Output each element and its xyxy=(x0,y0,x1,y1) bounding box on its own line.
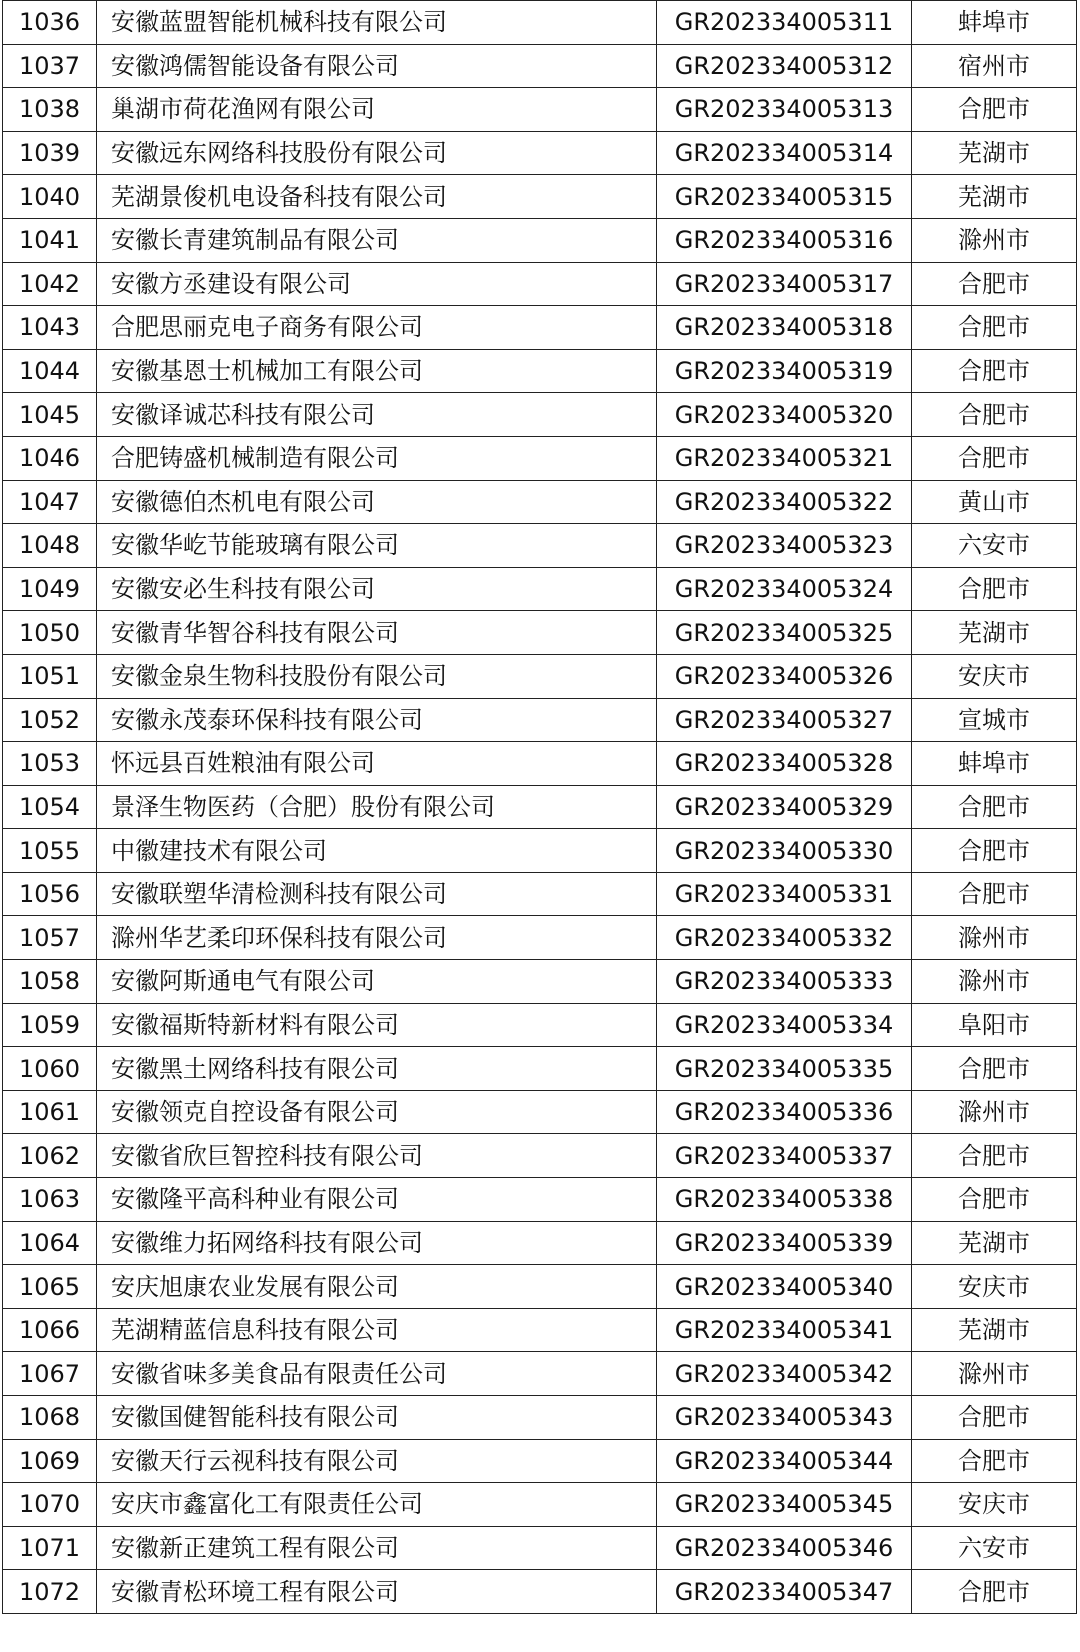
city-cell: 芜湖市 xyxy=(912,175,1077,219)
row-number-cell: 1045 xyxy=(3,393,97,437)
company-name-cell: 安徽蓝盟智能机械科技有限公司 xyxy=(97,1,657,45)
row-number-cell: 1068 xyxy=(3,1396,97,1440)
company-name-cell: 安徽安必生科技有限公司 xyxy=(97,567,657,611)
city-cell: 合肥市 xyxy=(912,1570,1077,1614)
company-name-cell: 芜湖景俊机电设备科技有限公司 xyxy=(97,175,657,219)
table-row xyxy=(3,916,1077,960)
table-row xyxy=(3,611,1077,655)
city-cell: 合肥市 xyxy=(912,1396,1077,1440)
table-row xyxy=(3,1047,1077,1091)
city-cell: 合肥市 xyxy=(912,349,1077,393)
row-number-cell: 1036 xyxy=(3,1,97,45)
row-number-cell: 1067 xyxy=(3,1352,97,1396)
certificate-number-cell: GR202334005340 xyxy=(657,1265,912,1309)
city-cell: 滁州市 xyxy=(912,1090,1077,1134)
company-name-cell: 安徽黑土网络科技有限公司 xyxy=(97,1047,657,1091)
table-row xyxy=(3,1439,1077,1483)
city-cell: 安庆市 xyxy=(912,654,1077,698)
certificate-number-cell: GR202334005317 xyxy=(657,262,912,306)
company-name-cell: 安徽基恩士机械加工有限公司 xyxy=(97,349,657,393)
row-number-cell: 1063 xyxy=(3,1178,97,1222)
certificate-number-cell: GR202334005320 xyxy=(657,393,912,437)
table-row xyxy=(3,436,1077,480)
certificate-number-cell: GR202334005342 xyxy=(657,1352,912,1396)
row-number-cell: 1051 xyxy=(3,654,97,698)
certificate-number-cell: GR202334005326 xyxy=(657,654,912,698)
table-row xyxy=(3,175,1077,219)
row-number-cell: 1039 xyxy=(3,131,97,175)
company-name-cell: 景泽生物医药（合肥）股份有限公司 xyxy=(97,785,657,829)
certificate-number-cell: GR202334005311 xyxy=(657,1,912,45)
company-name-cell: 安徽译诚芯科技有限公司 xyxy=(97,393,657,437)
table-body xyxy=(3,1,1077,1614)
row-number-cell: 1038 xyxy=(3,88,97,132)
table-row xyxy=(3,218,1077,262)
table-row xyxy=(3,88,1077,132)
table-row xyxy=(3,1483,1077,1527)
table-row xyxy=(3,960,1077,1004)
table-row xyxy=(3,1003,1077,1047)
row-number-cell: 1041 xyxy=(3,218,97,262)
table-row xyxy=(3,1265,1077,1309)
company-name-cell: 安徽国健智能科技有限公司 xyxy=(97,1396,657,1440)
city-cell: 滁州市 xyxy=(912,1352,1077,1396)
table-row xyxy=(3,306,1077,350)
city-cell: 芜湖市 xyxy=(912,131,1077,175)
city-cell: 芜湖市 xyxy=(912,1221,1077,1265)
city-cell: 合肥市 xyxy=(912,1134,1077,1178)
company-name-cell: 安徽省欣巨智控科技有限公司 xyxy=(97,1134,657,1178)
company-name-cell: 芜湖精蓝信息科技有限公司 xyxy=(97,1308,657,1352)
row-number-cell: 1064 xyxy=(3,1221,97,1265)
table-row xyxy=(3,480,1077,524)
table-row xyxy=(3,698,1077,742)
city-cell: 黄山市 xyxy=(912,480,1077,524)
city-cell: 滁州市 xyxy=(912,916,1077,960)
city-cell: 芜湖市 xyxy=(912,611,1077,655)
company-name-cell: 安徽德伯杰机电有限公司 xyxy=(97,480,657,524)
row-number-cell: 1054 xyxy=(3,785,97,829)
row-number-cell: 1059 xyxy=(3,1003,97,1047)
certificate-number-cell: GR202334005343 xyxy=(657,1396,912,1440)
company-name-cell: 中徽建技术有限公司 xyxy=(97,829,657,873)
row-number-cell: 1057 xyxy=(3,916,97,960)
city-cell: 阜阳市 xyxy=(912,1003,1077,1047)
company-table xyxy=(2,0,1077,1614)
city-cell: 安庆市 xyxy=(912,1265,1077,1309)
city-cell: 宿州市 xyxy=(912,44,1077,88)
row-number-cell: 1055 xyxy=(3,829,97,873)
certificate-number-cell: GR202334005335 xyxy=(657,1047,912,1091)
certificate-number-cell: GR202334005344 xyxy=(657,1439,912,1483)
certificate-number-cell: GR202334005328 xyxy=(657,742,912,786)
certificate-number-cell: GR202334005336 xyxy=(657,1090,912,1134)
row-number-cell: 1048 xyxy=(3,524,97,568)
row-number-cell: 1050 xyxy=(3,611,97,655)
company-name-cell: 滁州华艺柔印环保科技有限公司 xyxy=(97,916,657,960)
company-name-cell: 安徽青华智谷科技有限公司 xyxy=(97,611,657,655)
company-name-cell: 安徽天行云视科技有限公司 xyxy=(97,1439,657,1483)
row-number-cell: 1071 xyxy=(3,1526,97,1570)
certificate-number-cell: GR202334005327 xyxy=(657,698,912,742)
company-name-cell: 安徽华屹节能玻璃有限公司 xyxy=(97,524,657,568)
company-name-cell: 安徽新正建筑工程有限公司 xyxy=(97,1526,657,1570)
certificate-number-cell: GR202334005324 xyxy=(657,567,912,611)
row-number-cell: 1062 xyxy=(3,1134,97,1178)
row-number-cell: 1049 xyxy=(3,567,97,611)
certificate-number-cell: GR202334005321 xyxy=(657,436,912,480)
table-row xyxy=(3,654,1077,698)
certificate-number-cell: GR202334005341 xyxy=(657,1308,912,1352)
certificate-number-cell: GR202334005334 xyxy=(657,1003,912,1047)
city-cell: 合肥市 xyxy=(912,829,1077,873)
row-number-cell: 1037 xyxy=(3,44,97,88)
table-row xyxy=(3,1134,1077,1178)
company-name-cell: 合肥铸盛机械制造有限公司 xyxy=(97,436,657,480)
city-cell: 六安市 xyxy=(912,1526,1077,1570)
row-number-cell: 1043 xyxy=(3,306,97,350)
company-name-cell: 安徽阿斯通电气有限公司 xyxy=(97,960,657,1004)
table-row xyxy=(3,1570,1077,1614)
certificate-number-cell: GR202334005338 xyxy=(657,1178,912,1222)
row-number-cell: 1046 xyxy=(3,436,97,480)
company-name-cell: 安徽长青建筑制品有限公司 xyxy=(97,218,657,262)
certificate-number-cell: GR202334005333 xyxy=(657,960,912,1004)
table-row xyxy=(3,785,1077,829)
company-name-cell: 安徽永茂泰环保科技有限公司 xyxy=(97,698,657,742)
table-row xyxy=(3,1090,1077,1134)
table-row xyxy=(3,1178,1077,1222)
city-cell: 宣城市 xyxy=(912,698,1077,742)
row-number-cell: 1058 xyxy=(3,960,97,1004)
city-cell: 六安市 xyxy=(912,524,1077,568)
certificate-number-cell: GR202334005325 xyxy=(657,611,912,655)
table-row xyxy=(3,567,1077,611)
certificate-number-cell: GR202334005314 xyxy=(657,131,912,175)
row-number-cell: 1047 xyxy=(3,480,97,524)
table-row xyxy=(3,393,1077,437)
city-cell: 合肥市 xyxy=(912,872,1077,916)
city-cell: 合肥市 xyxy=(912,88,1077,132)
city-cell: 蚌埠市 xyxy=(912,1,1077,45)
city-cell: 合肥市 xyxy=(912,1439,1077,1483)
table-row xyxy=(3,1308,1077,1352)
city-cell: 芜湖市 xyxy=(912,1308,1077,1352)
company-name-cell: 安徽金泉生物科技股份有限公司 xyxy=(97,654,657,698)
table-row xyxy=(3,872,1077,916)
city-cell: 安庆市 xyxy=(912,1483,1077,1527)
table-row xyxy=(3,1352,1077,1396)
city-cell: 滁州市 xyxy=(912,960,1077,1004)
row-number-cell: 1042 xyxy=(3,262,97,306)
row-number-cell: 1061 xyxy=(3,1090,97,1134)
row-number-cell: 1060 xyxy=(3,1047,97,1091)
company-name-cell: 安徽联塑华清检测科技有限公司 xyxy=(97,872,657,916)
city-cell: 合肥市 xyxy=(912,262,1077,306)
table-row xyxy=(3,742,1077,786)
company-name-cell: 巢湖市荷花渔网有限公司 xyxy=(97,88,657,132)
company-name-cell: 安徽方丞建设有限公司 xyxy=(97,262,657,306)
city-cell: 合肥市 xyxy=(912,436,1077,480)
certificate-number-cell: GR202334005345 xyxy=(657,1483,912,1527)
row-number-cell: 1040 xyxy=(3,175,97,219)
row-number-cell: 1044 xyxy=(3,349,97,393)
row-number-cell: 1069 xyxy=(3,1439,97,1483)
company-name-cell: 安庆旭康农业发展有限公司 xyxy=(97,1265,657,1309)
company-name-cell: 安徽福斯特新材料有限公司 xyxy=(97,1003,657,1047)
company-name-cell: 安徽远东网络科技股份有限公司 xyxy=(97,131,657,175)
table-row xyxy=(3,349,1077,393)
company-name-cell: 安徽隆平高科种业有限公司 xyxy=(97,1178,657,1222)
certificate-number-cell: GR202334005347 xyxy=(657,1570,912,1614)
row-number-cell: 1052 xyxy=(3,698,97,742)
table-row xyxy=(3,262,1077,306)
city-cell: 合肥市 xyxy=(912,1047,1077,1091)
table-row xyxy=(3,1396,1077,1440)
certificate-number-cell: GR202334005315 xyxy=(657,175,912,219)
certificate-number-cell: GR202334005330 xyxy=(657,829,912,873)
company-name-cell: 安庆市鑫富化工有限责任公司 xyxy=(97,1483,657,1527)
row-number-cell: 1056 xyxy=(3,872,97,916)
table-row xyxy=(3,44,1077,88)
certificate-number-cell: GR202334005316 xyxy=(657,218,912,262)
certificate-number-cell: GR202334005337 xyxy=(657,1134,912,1178)
company-name-cell: 安徽青松环境工程有限公司 xyxy=(97,1570,657,1614)
certificate-number-cell: GR202334005339 xyxy=(657,1221,912,1265)
city-cell: 合肥市 xyxy=(912,785,1077,829)
certificate-number-cell: GR202334005312 xyxy=(657,44,912,88)
company-name-cell: 安徽维力拓网络科技有限公司 xyxy=(97,1221,657,1265)
row-number-cell: 1053 xyxy=(3,742,97,786)
certificate-number-cell: GR202334005329 xyxy=(657,785,912,829)
certificate-number-cell: GR202334005323 xyxy=(657,524,912,568)
city-cell: 合肥市 xyxy=(912,567,1077,611)
table-row xyxy=(3,131,1077,175)
city-cell: 合肥市 xyxy=(912,306,1077,350)
row-number-cell: 1072 xyxy=(3,1570,97,1614)
company-name-cell: 安徽鸿儒智能设备有限公司 xyxy=(97,44,657,88)
row-number-cell: 1065 xyxy=(3,1265,97,1309)
certificate-number-cell: GR202334005346 xyxy=(657,1526,912,1570)
company-name-cell: 安徽领克自控设备有限公司 xyxy=(97,1090,657,1134)
table-row xyxy=(3,1,1077,45)
row-number-cell: 1066 xyxy=(3,1308,97,1352)
city-cell: 滁州市 xyxy=(912,218,1077,262)
table-row xyxy=(3,829,1077,873)
certificate-number-cell: GR202334005319 xyxy=(657,349,912,393)
certificate-number-cell: GR202334005322 xyxy=(657,480,912,524)
table-row xyxy=(3,524,1077,568)
company-name-cell: 安徽省味多美食品有限责任公司 xyxy=(97,1352,657,1396)
row-number-cell: 1070 xyxy=(3,1483,97,1527)
company-name-cell: 合肥思丽克电子商务有限公司 xyxy=(97,306,657,350)
company-name-cell: 怀远县百姓粮油有限公司 xyxy=(97,742,657,786)
certificate-number-cell: GR202334005313 xyxy=(657,88,912,132)
city-cell: 合肥市 xyxy=(912,1178,1077,1222)
certificate-number-cell: GR202334005332 xyxy=(657,916,912,960)
table-row xyxy=(3,1526,1077,1570)
city-cell: 蚌埠市 xyxy=(912,742,1077,786)
certificate-number-cell: GR202334005331 xyxy=(657,872,912,916)
certificate-number-cell: GR202334005318 xyxy=(657,306,912,350)
table-row xyxy=(3,1221,1077,1265)
city-cell: 合肥市 xyxy=(912,393,1077,437)
